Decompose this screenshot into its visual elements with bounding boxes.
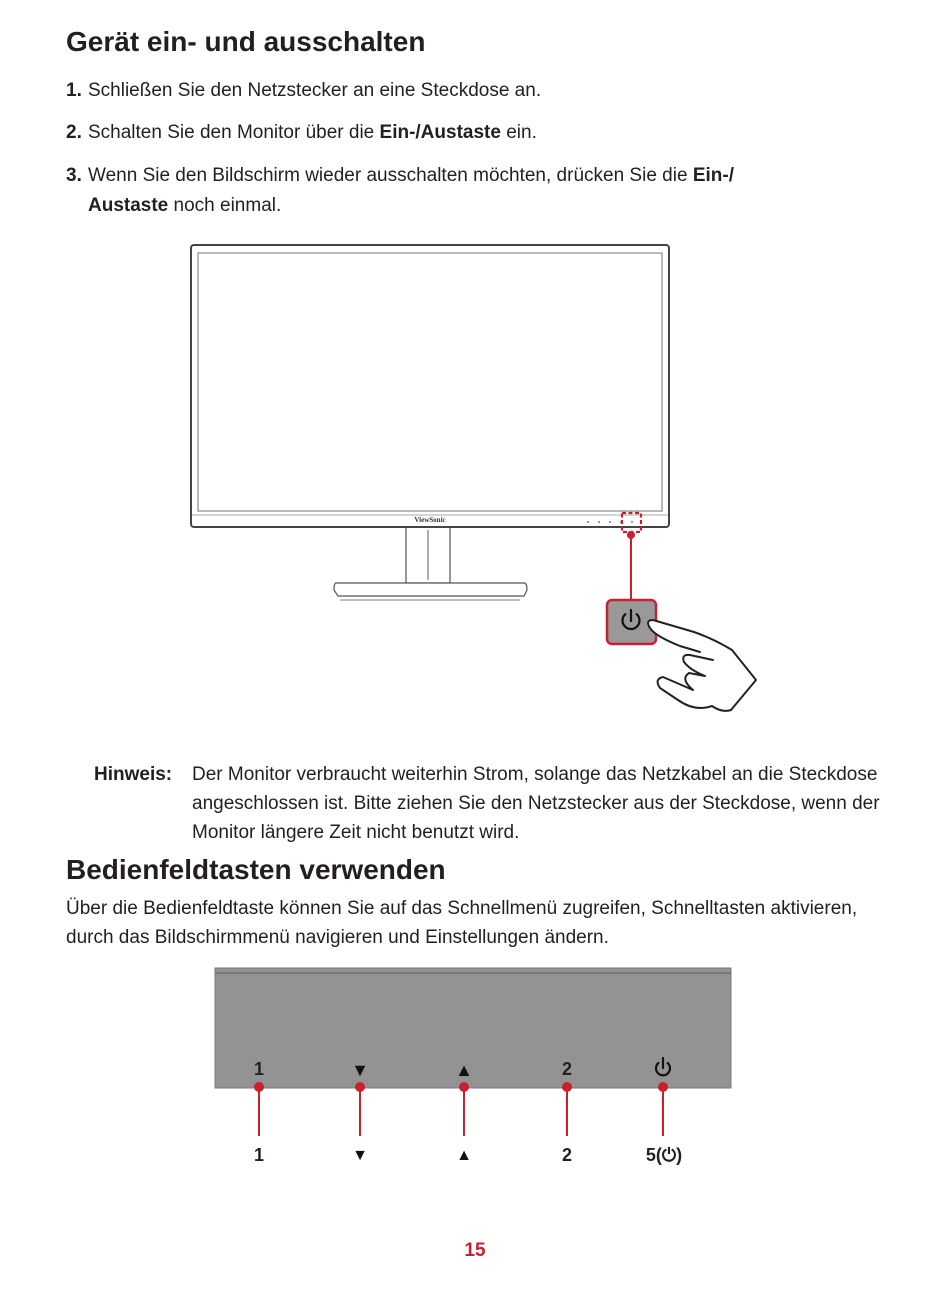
note-label: Hinweis: bbox=[94, 764, 173, 785]
step-number: 3. bbox=[66, 165, 82, 186]
control-panel-illustration bbox=[0, 960, 950, 1190]
panel-label-2: 2 bbox=[561, 1059, 573, 1079]
step-text: ein. bbox=[500, 122, 537, 143]
step-number: 2. bbox=[66, 122, 82, 143]
step-text: noch einmal. bbox=[168, 195, 282, 216]
section-intro: Über die Bedienfeldtaste können Sie auf das Schnellmenü zugreifen, Schnelltasten aktivieren, durch das Bildschirmmenü navigieren und Einstellungen ändern. bbox=[66, 898, 858, 948]
step-text: Schalten Sie den Monitor über die bbox=[88, 122, 380, 143]
up-arrow-icon: ▲ bbox=[455, 1060, 473, 1080]
callout-label-power: 5(⏻) bbox=[645, 1145, 683, 1165]
note-text: Der Monitor verbraucht weiterhin Strom, solange das Netzkabel an die Steckdose angeschlossen ist. Bitte ziehen Sie den Netzstecker aus der Steckdose, wenn der Monitor längere Zeit nicht benutzt wird. bbox=[192, 764, 880, 843]
panel-button-2 bbox=[562, 1059, 572, 1165]
callout-dot bbox=[627, 531, 635, 539]
control-panel bbox=[215, 968, 731, 1088]
panel-button-up bbox=[455, 1060, 473, 1164]
section-title-controls: Bedienfeldtasten verwenden bbox=[66, 854, 446, 885]
step-keyword: Ein-/ bbox=[692, 165, 734, 186]
callout-label-down: ▼ bbox=[352, 1147, 368, 1164]
step-text: Wenn Sie den Bildschirm wieder ausschalten möchten, drücken Sie die bbox=[88, 165, 693, 186]
monitor-frame bbox=[191, 245, 669, 527]
panel-button-1 bbox=[254, 1059, 264, 1165]
section-title-power: Gerät ein- und ausschalten bbox=[66, 26, 426, 57]
brand-logo: ViewSonic bbox=[414, 516, 446, 524]
monitor-stand bbox=[334, 527, 527, 600]
callout-label-1: 1 bbox=[253, 1145, 265, 1165]
panel-label-1: 1 bbox=[253, 1059, 265, 1079]
step-text: Schließen Sie den Netzstecker an eine Steckdose an. bbox=[88, 80, 542, 101]
down-arrow-icon: ▼ bbox=[351, 1060, 369, 1080]
panel-button-down bbox=[351, 1060, 369, 1164]
callout-label-up: ▲ bbox=[456, 1147, 472, 1164]
callout-label-2: 2 bbox=[561, 1145, 573, 1165]
page-number: 15 bbox=[464, 1240, 486, 1261]
step-keyword: Ein-/Austaste bbox=[379, 122, 501, 143]
step-number: 1. bbox=[66, 80, 82, 101]
step-keyword: Austaste bbox=[88, 195, 169, 216]
hand-icon bbox=[648, 620, 756, 711]
